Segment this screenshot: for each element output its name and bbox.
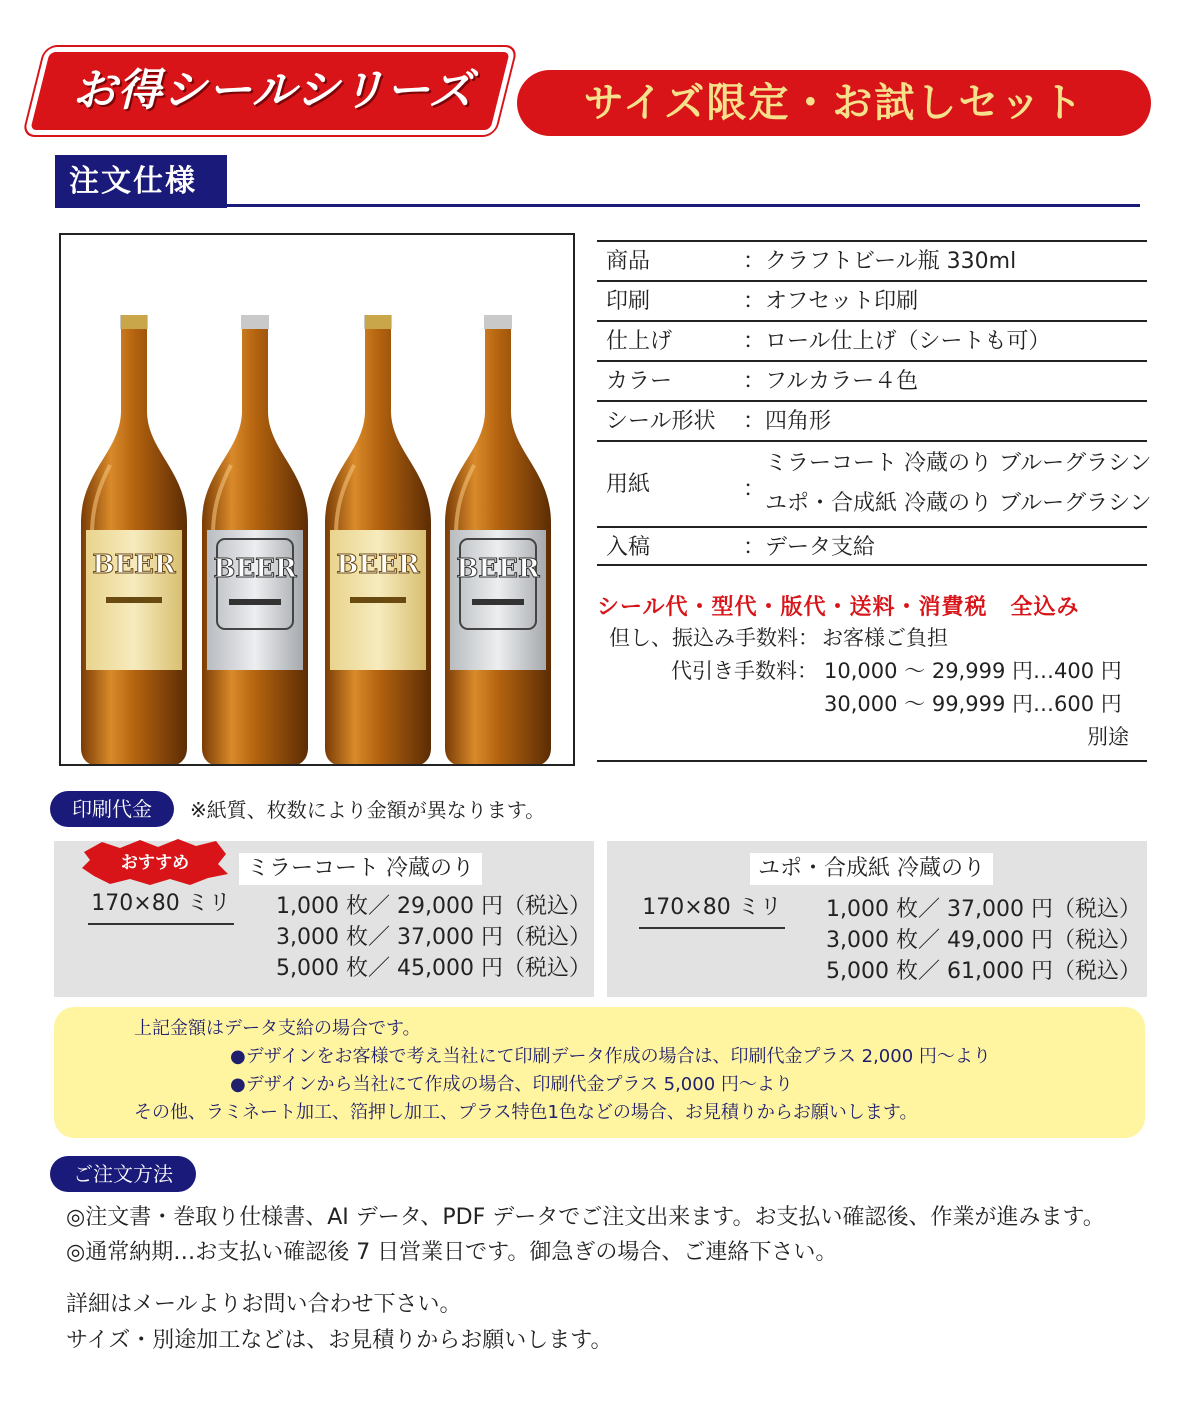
fee-line [597, 622, 1147, 655]
order-line: ◎注文書・巻取り仕様書、AI データ、PDF データでご注文出来ます。お支払い確認後、作業が進みます。 [66, 1205, 1105, 1230]
spec-row [597, 526, 1147, 566]
note-line: ●デザインをお客様で考え当社にて印刷データ作成の場合は、印刷代金プラス 2,000 円～より [230, 1046, 991, 1067]
fees-block [597, 622, 1147, 754]
svg-text:BEER: BEER [92, 550, 176, 580]
price-line: 5,000 枚／ 45,000 円（税込） [276, 956, 591, 981]
spec-value: ユポ・合成紙 冷蔵のり ブルーグラシン [765, 491, 1152, 516]
fee-value: 別途 [1087, 725, 1129, 749]
spec-value: データ支給 [765, 535, 876, 560]
spec-heading: 注文仕様 [55, 155, 227, 208]
spec-value: ロール仕上げ（シートも可） [765, 329, 1051, 354]
order-line: ◎通常納期…お支払い確認後 7 日営業日です。御急ぎの場合、ご連絡下さい。 [66, 1240, 838, 1265]
bottle-3 [325, 315, 431, 764]
fee-line [597, 655, 1147, 688]
note-line: ●デザインから当社にて作成の場合、印刷代金プラス 5,000 円～より [230, 1074, 793, 1095]
price-line: 1,000 枚／ 37,000 円（税込） [826, 897, 1141, 922]
spec-colon: ： [743, 409, 766, 434]
price-note: ※紙質、枚数により金額が異なります。 [190, 798, 546, 822]
size-label: 170×80 ミリ [639, 893, 785, 929]
price-panel-yupo [607, 841, 1147, 997]
spec-value: オフセット印刷 [765, 289, 919, 314]
spec-key: 商品 [606, 249, 651, 274]
spec-value: ミラーコート 冷蔵のり ブルーグラシン [765, 451, 1152, 476]
spec-row [597, 240, 1147, 280]
fees-divider [597, 760, 1147, 762]
fee-label: 代引き手数料： [671, 659, 818, 683]
spec-colon: ： [743, 329, 766, 354]
paper-label: ミラーコート 冷蔵のり [239, 853, 482, 885]
price-line: 3,000 枚／ 37,000 円（税込） [276, 925, 591, 950]
set-title: サイズ限定・お試しセット [583, 80, 1085, 126]
svg-text:BEER: BEER [336, 550, 420, 580]
note-line: その他、ラミネート加工、箔押し加工、プラス特色1色などの場合、お見積りからお願いします。 [134, 1102, 918, 1123]
spec-key: 仕上げ [606, 329, 673, 354]
spec-colon: ： [743, 369, 766, 394]
recommend-badge [80, 838, 230, 886]
spec-value: フルカラー４色 [765, 369, 919, 394]
note-line: 上記金額はデータ支給の場合です。 [134, 1018, 421, 1039]
fee-value: 10,000 ～ 29,999 円…400 円 [824, 659, 1122, 683]
fee-label: 但し、振込み手数料： [609, 626, 819, 650]
spec-key: シール形状 [606, 409, 716, 434]
notes-box [54, 1007, 1145, 1138]
svg-text:BEER: BEER [213, 554, 297, 584]
size-label: 170×80 ミリ [88, 889, 234, 925]
spec-key: 入稿 [606, 535, 651, 560]
print-price-pill: 印刷代金 [50, 791, 174, 827]
spec-table [597, 240, 1152, 566]
product-image-frame [59, 233, 575, 766]
beer-bottles-image [61, 235, 573, 764]
spec-value: クラフトビール瓶 330ml [765, 249, 1017, 274]
spec-row [597, 400, 1147, 440]
contact-line: サイズ・別途加工などは、お見積りからお願いします。 [66, 1328, 613, 1353]
price-list [826, 894, 1141, 987]
price-line: 3,000 枚／ 49,000 円（税込） [826, 928, 1141, 953]
all-inclusive-note: シール代・型代・版代・送料・消費税 全込み [597, 595, 1080, 620]
fee-value: お客様ご負担 [822, 626, 948, 650]
paper-label: ユポ・合成紙 冷蔵のり [750, 853, 993, 885]
fee-line [597, 721, 1147, 754]
bottle-1 [81, 315, 187, 764]
spec-colon: ： [743, 289, 766, 314]
spec-colon: ： [743, 477, 766, 502]
spec-row [597, 360, 1147, 400]
spec-key: カラー [606, 369, 673, 394]
price-list [276, 891, 591, 984]
fee-value: 30,000 ～ 99,999 円…600 円 [824, 692, 1122, 716]
spec-divider [227, 204, 1140, 207]
series-title: お得シールシリーズ [72, 65, 474, 116]
spec-row [597, 440, 1152, 526]
bottle-4 [445, 315, 551, 764]
svg-text:BEER: BEER [456, 554, 540, 584]
order-method-pill: ご注文方法 [50, 1156, 196, 1192]
price-line: 1,000 枚／ 29,000 円（税込） [276, 894, 591, 919]
spec-key: 用紙 [606, 472, 651, 497]
spec-row [597, 320, 1147, 360]
spec-key: 印刷 [606, 289, 651, 314]
bottle-2 [202, 315, 308, 764]
spec-value: 四角形 [765, 409, 832, 434]
price-line: 5,000 枚／ 61,000 円（税込） [826, 959, 1141, 984]
contact-line: 詳細はメールよりお問い合わせ下さい。 [66, 1292, 462, 1317]
spec-colon: ： [743, 249, 766, 274]
spec-row [597, 280, 1147, 320]
spec-colon: ： [743, 535, 766, 560]
svg-text:おすすめ: おすすめ [120, 853, 190, 873]
fee-line [597, 688, 1147, 721]
